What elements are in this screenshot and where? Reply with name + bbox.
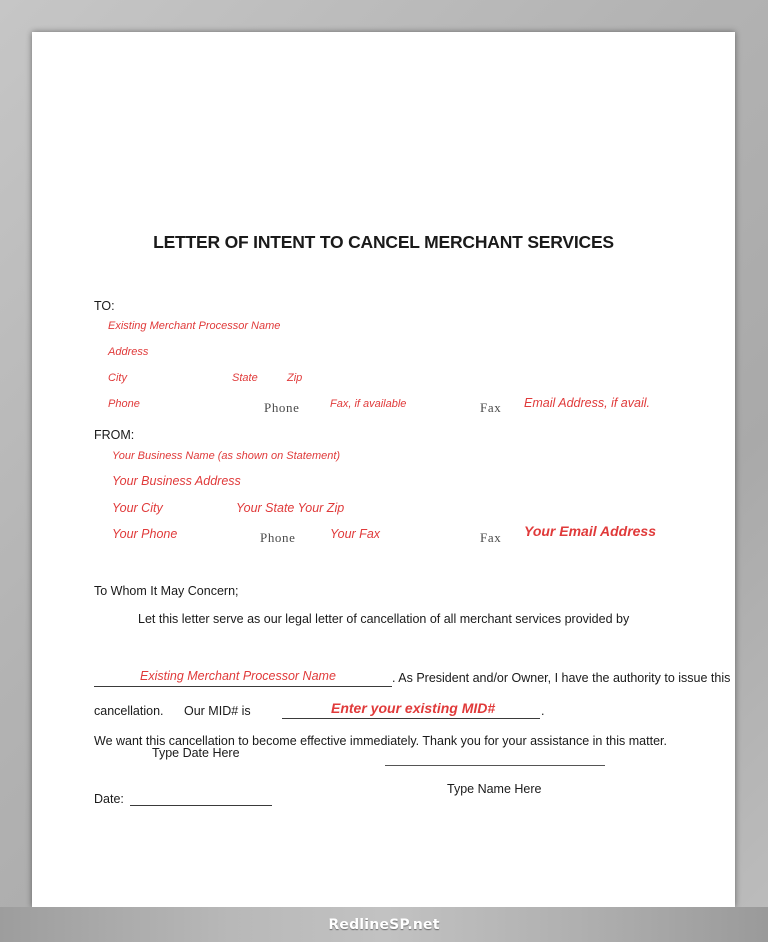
- body-line-3-post: .: [541, 704, 545, 718]
- footer-watermark-band: [0, 907, 768, 942]
- to-state[interactable]: State: [232, 372, 258, 384]
- from-phone-label: Phone: [260, 530, 296, 545]
- page-title: LETTER OF INTENT TO CANCEL MERCHANT SERVICES: [153, 232, 614, 252]
- to-processor-name[interactable]: Existing Merchant Processor Name: [108, 320, 281, 332]
- body-line-3-mid: Our MID# is: [184, 704, 251, 718]
- from-fax[interactable]: Your Fax: [330, 527, 381, 541]
- body-mid-blank[interactable]: Enter your existing MID#: [331, 700, 496, 716]
- to-fax[interactable]: Fax, if available: [330, 398, 407, 410]
- from-heading: FROM:: [94, 428, 135, 442]
- to-phone-label: Phone: [264, 400, 300, 415]
- salutation: To Whom It May Concern;: [94, 584, 239, 598]
- from-city[interactable]: Your City: [112, 501, 163, 515]
- document-page: [32, 32, 735, 907]
- body-line-2: . As President and/or Owner, I have the authority to issue this: [392, 671, 731, 685]
- name-placeholder[interactable]: Type Name Here: [447, 782, 542, 796]
- to-email[interactable]: Email Address, if avail.: [524, 396, 650, 410]
- body-processor-blank[interactable]: Existing Merchant Processor Name: [140, 669, 336, 683]
- to-fax-label: Fax: [480, 400, 502, 415]
- from-address[interactable]: Your Business Address: [112, 474, 241, 488]
- footer-watermark-text: RedlineSP.net: [328, 916, 440, 933]
- from-state-zip[interactable]: Your State Your Zip: [236, 501, 345, 515]
- from-phone[interactable]: Your Phone: [112, 527, 178, 541]
- body-line-4: We want this cancellation to become effective immediately. Thank you for your assistance in this matter.: [94, 734, 667, 748]
- date-placeholder[interactable]: Type Date Here: [152, 746, 240, 760]
- date-label: Date:: [94, 792, 124, 806]
- date-rule: [130, 805, 272, 806]
- from-email[interactable]: Your Email Address: [524, 523, 657, 539]
- to-address[interactable]: Address: [108, 346, 149, 358]
- from-fax-label: Fax: [480, 530, 502, 545]
- processor-blank-rule: [94, 686, 392, 687]
- to-zip[interactable]: Zip: [287, 372, 303, 384]
- to-phone[interactable]: Phone: [108, 398, 140, 410]
- mid-blank-rule: [282, 718, 540, 719]
- to-heading: TO:: [94, 299, 115, 313]
- to-city[interactable]: City: [108, 372, 127, 384]
- from-business-name[interactable]: Your Business Name (as shown on Statement): [112, 450, 341, 462]
- body-line-1: Let this letter serve as our legal letter of cancellation of all merchant services provided by: [138, 612, 630, 626]
- signature-rule: [385, 765, 605, 766]
- body-line-3-pre: cancellation.: [94, 704, 164, 718]
